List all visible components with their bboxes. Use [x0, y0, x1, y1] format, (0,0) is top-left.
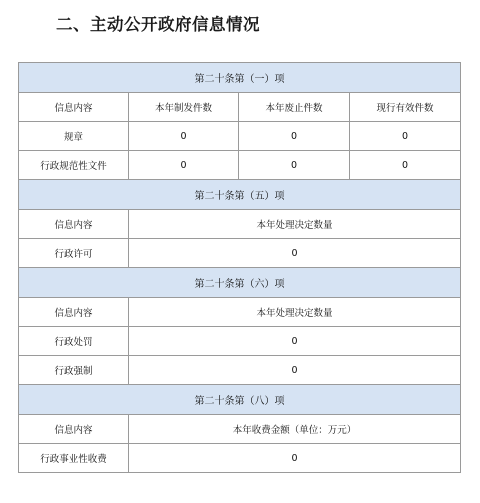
column-header: 信息内容	[19, 415, 129, 444]
section-header-row	[19, 385, 461, 415]
row-label: 行政规范性文件	[19, 151, 129, 180]
column-header: 本年制发件数	[129, 93, 239, 122]
table-header-row	[19, 210, 461, 239]
column-header: 信息内容	[19, 93, 129, 122]
section-header-row	[19, 180, 461, 210]
column-header: 本年废止件数	[239, 93, 350, 122]
section-header: 第二十条第（八）项	[19, 385, 461, 415]
row-label: 行政处罚	[19, 327, 129, 356]
table-header-row	[19, 415, 461, 444]
section-header-row	[19, 63, 461, 93]
table-header-row	[19, 93, 461, 122]
cell-value: 0	[350, 151, 461, 180]
row-label: 行政事业性收费	[19, 444, 129, 473]
section-header: 第二十条第（一）项	[19, 63, 461, 93]
section-header-row	[19, 268, 461, 298]
section-header: 第二十条第（五）项	[19, 180, 461, 210]
disclosure-table	[18, 62, 461, 473]
cell-value: 0	[129, 151, 239, 180]
table-row	[19, 327, 461, 356]
cell-value: 0	[350, 122, 461, 151]
table-row	[19, 122, 461, 151]
table-row	[19, 356, 461, 385]
page-title: 二、主动公开政府信息情况	[56, 15, 260, 34]
table-header-row	[19, 298, 461, 327]
column-header: 本年收费金额（单位：万元）	[129, 415, 461, 444]
table-row	[19, 151, 461, 180]
row-label: 行政强制	[19, 356, 129, 385]
row-label: 行政许可	[19, 239, 129, 268]
table-row	[19, 444, 461, 473]
row-label: 规章	[19, 122, 129, 151]
cell-value: 0	[129, 327, 461, 356]
column-header: 本年处理决定数量	[129, 210, 461, 239]
cell-value: 0	[129, 356, 461, 385]
column-header: 信息内容	[19, 298, 129, 327]
cell-value: 0	[129, 122, 239, 151]
section-header: 第二十条第（六）项	[19, 268, 461, 298]
cell-value: 0	[239, 122, 350, 151]
column-header: 本年处理决定数量	[129, 298, 461, 327]
cell-value: 0	[239, 151, 350, 180]
table-row	[19, 239, 461, 268]
column-header: 现行有效件数	[350, 93, 461, 122]
cell-value: 0	[129, 239, 461, 268]
cell-value: 0	[129, 444, 461, 473]
column-header: 信息内容	[19, 210, 129, 239]
